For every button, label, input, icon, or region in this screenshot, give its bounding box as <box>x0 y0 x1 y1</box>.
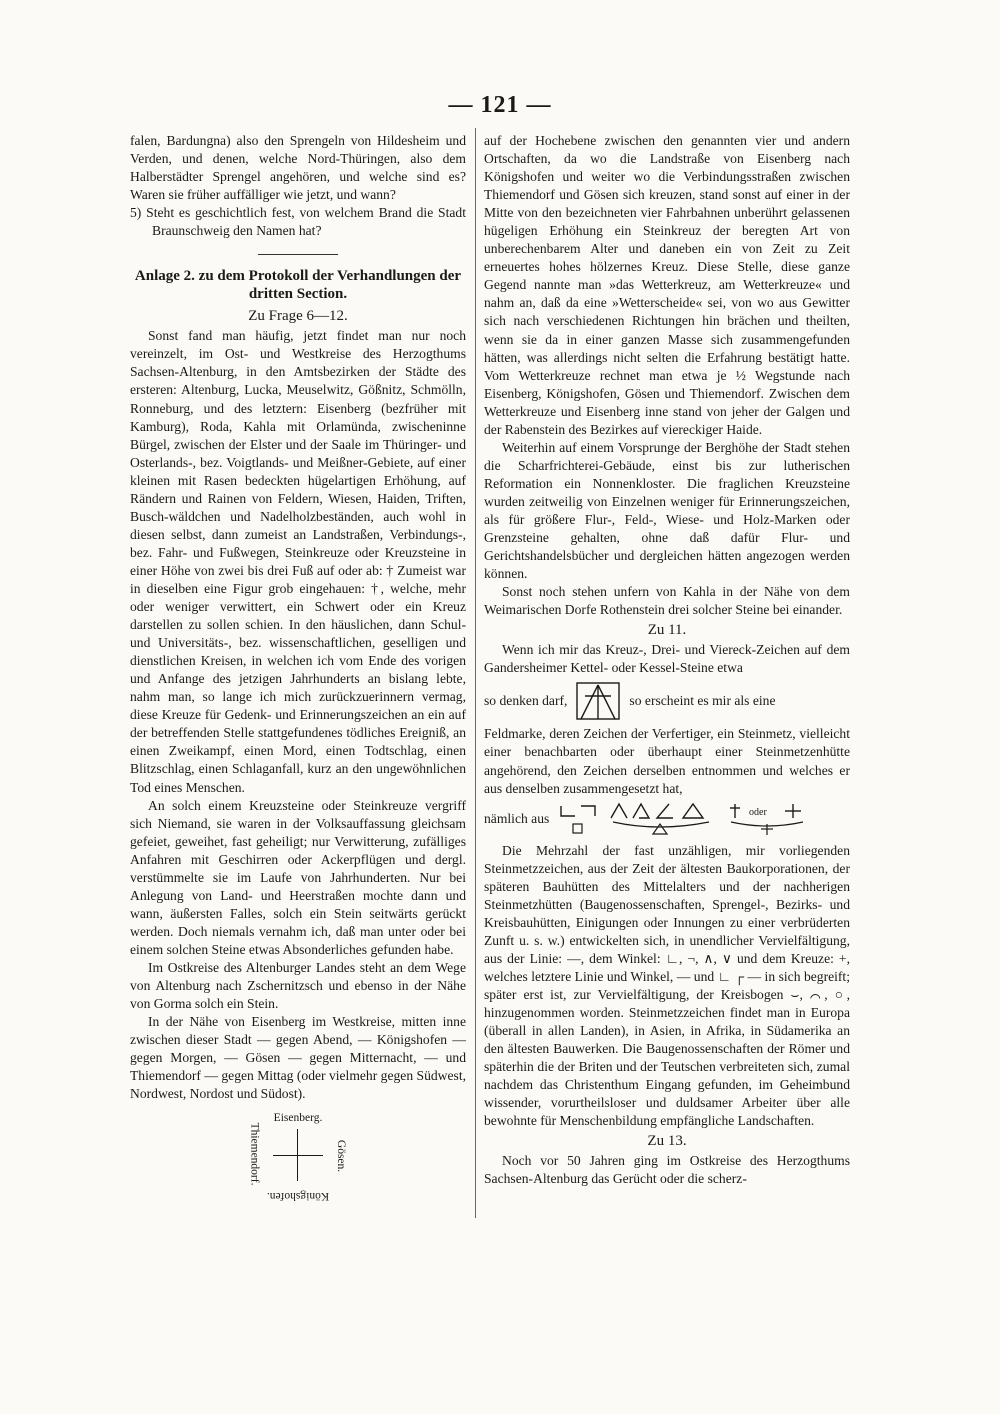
section-heading: Anlage 2. zu dem Protokoll der Verhandlungen der dritten Section. <box>134 268 462 303</box>
stone-mark-row <box>484 681 850 721</box>
subheading-zu-13: Zu 13. <box>647 1133 687 1150</box>
mason-signs-row <box>484 802 850 836</box>
left-paragraph-3: Sonst fand man häufig, jetzt findet man nur noch vereinzelt, im Ost- und Westkreise des Herzogthums Sachsen-Altenburg, in den Amtsbezirken der Städte des ersteren: Altenburg, Lucka, Meuselwitz, Gößnitz, Schmölln, Ronneburg, und des letztern: Eisenberg (bezfrüher mit Kamburg), Roda, Kahla mit Orlamünda, zwischeninne Bürgel, zwischen der Elster und der Saale im Thüringer- und Osterlands-, bez. Voigtlands- und Meißner-Gebiete, auf einer kleinen mit Rasen bedeckten hügelartigen Erhöhung, auf Rändern und Rainen von Feldern, Wiesen, Haiden, Triften, Busch-wäldchen und Nadelholzbeständen, auch wohl in diesen selbst, dann zumeist an Landstraßen, Verbindungs-, bez. Fahr- und Fußwegen, Steinkreuze oder Kreuzsteine in einer Höhe von zwei bis drei Fuß auf oder ab: † Zumeist war in dieselben eine Figur grob eingehauen: †, welche, mehr oder weniger verwittert, ein Schwert oder ein Kreuz darstellen zu sollen schien. In den häuslichen, dann Schul- und Universitäts-, bez. wissenschaftlichen, geselligen und dienstlichen Kreisen, in welchen ich vom Ende des vorigen und Anfange des jetzigen Jahrhunderts an bislang lebte, nahm man, so lange ich mich zurückzuerinnern vermag, diese Kreuze für Gedenk- und Erinnerungszeichen an ein auf der betreffenden Stelle stattgefundenes tödliches Ereigniß, an einen Zweikampf, einen Mord, einen Todtschlag, einen Blitzschlag, einen Schlaganfall, kurz an den ungewöhnlichen Tod eines Menschen. <box>130 328 466 795</box>
subheading-zu-11: Zu 11. <box>647 622 687 639</box>
right-paragraph-3: Sonst noch stehen unfern von Kahla in der Nähe von dem Weimarischen Dorfe Rothenstein drei solcher Steine bei einander. <box>484 584 850 618</box>
right-paragraph-2: Weiterhin auf einem Vorsprunge der Berghöhe der Stadt stehen die Scharfrichterei-Gebäude, einst bis zur lutherischen Reformation ein Nonnenkloster. Die fraglichen Kreuzsteine wurden zeitweilig von Einzelnen weniger für Erinnerungszeichen, als für größere Flur-, Feld-, Wiese- und Holz-Marken oder Grenzsteine gehalten, ohne daß dafür Flur- und Gerichtshandelsbücher und dergleichen hätten angezogen werden können. <box>484 439 850 582</box>
mark-outro-text: so erscheint es mir als eine <box>629 693 776 709</box>
right-paragraph-1: auf der Hochebene zwischen den genannten vier und andern Ortschaften, da wo die Landstraße von Eisenberg nach Königshofen und weiter wo die Verbindungsstraßen zwischen Thiemendorf und Gösen sich kreuzen, stand sonst auf einer in der Mitte von den bezeichneten vier Fahrbahnen unberührt gelassenen hügeligen Erhöhung ein Steinkreuz der beregten Art von unberechenbarem Alter und daneben ein von Zeit zu Zeit erneuertes hohes hölzernes Kreuz. Diese Stelle, diese ganze Gegend nannte man »das Wetterkreuz, am Wetterkreuze« und nahm an, daß da eine »Wetterscheide« sei, von wo aus Gewitter sich nach verschiedenen Richtungen hin brächen und theilten, wenn sie da in einer ganzen Masse sich zusammengefunden hätten, was allerdings nicht selten die Erfahrung bestätigt hatte. Vom Wetterkreuze rechnet man etwa je ½ Wegstunde nach Eisenberg, Königshofen, Gösen und Thiemendorf. Zwischen dem Wetterkreuze und Eisenberg inne stand von jeher der Galgen und der Rabenstein des Bezirkes auf viereckiger Haide. <box>484 133 850 437</box>
section-subheading: Zu Frage 6—12. <box>248 308 348 325</box>
right-paragraph-5: Feldmarke, deren Zeichen der Verfertiger, ein Steinmetz, vielleicht einer benachbarten oder überhaupt einer Steinmetzenhütte angehörend, den Zeichen derselben entnommen und welches er aus denselben zusammengesetzt hat, <box>484 726 850 796</box>
left-paragraph-5: Im Ostkreise des Altenburger Landes steht an dem Wege von Altenburg nach Zschernitzsch und ebenso in der Nähe von Gorma solch ein Stein. <box>130 959 466 1012</box>
left-paragraph-6: In der Nähe von Eisenberg im Westkreise, mitten inne zwischen dieser Stadt — gegen Abend, — Königshofen — gegen Morgen, — Gösen — gegen Mitternacht, — und Thiemendorf — gegen Mittag (oder vielmehr gegen Südwest, Nordwest, Nordost und Südost). <box>130 1014 466 1102</box>
cross-signs-icon <box>727 802 807 836</box>
left-question-5: 5) Steht es geschichtlich fest, von welchem Brand die Stadt Braunschweig den Namen hat? <box>130 205 466 239</box>
right-paragraph-4: Wenn ich mir das Kreuz-, Drei- und Viereck-Zeichen auf dem Gandersheimer Kettel- oder Kessel-Steine etwa <box>484 642 850 676</box>
angle-signs-icon <box>559 802 599 836</box>
page-number: — 121 — <box>448 92 552 118</box>
oder-label: oder <box>749 806 768 818</box>
left-paragraph-1: falen, Bardungna) also den Sprengeln von Hildesheim und Verden, und denen, welche Nord-Thüringen, also dem Halberstädter Sprengel angehören, und welche sind es? Waren sie früher auffälliger wie jetzt, und wann? <box>130 133 466 203</box>
figure-label-east: Gösen. <box>335 1140 348 1173</box>
triangle-signs-icon <box>609 802 717 836</box>
section-separator <box>258 254 338 255</box>
figure-label-south: Königshofen. <box>266 1190 330 1203</box>
left-column <box>130 132 466 1207</box>
cross-horizontal-line <box>273 1155 323 1156</box>
figure-label-north: Eisenberg. <box>273 1112 323 1125</box>
left-paragraph-4: An solch einem Kreuzsteine oder Steinkreuze vergriff sich Niemand, sie waren in der Volksauffassung gleichsam gefeiet, geweihet, fast geheiligt; nur Verwitterung, zufälliges Anfahren mit Geschirren oder Ackerpflügen und dergl. verstümmelte sie im Laufe von Jahrhunderten. Nur bei Anlegung von Land- und Heerstraßen mochte dann und wann, äußersten Falles, solch ein Stein seitwärts gerückt werden. Doch niemals vernahm ich, daß man unter oder bei einem solchen Steine etwas Absonderliches gefunden habe. <box>130 797 466 957</box>
right-paragraph-6: Die Mehrzahl der fast unzähligen, mir vorliegenden Steinmetzzeichen, aus der Zeit der ältesten Baukorporationen, der späteren Bauhütten des Mittelalters und der nachherigen Steinmetzhütten (Baugenossenschaften, Sprengel-, Bezirks- und Kreisbauhütten, Einigungen oder Innungen zu einer verbrüderten Zunft u. s. w.) entwickelten sich, in unendlicher Vervielfältigung, aus der Linie: —, dem Winkel: ∟, ¬, ∧, ∨ und dem Kreuze: +, welches letztere Linie und Winkel, — und ∟ ┌ — in sich begreift; später erst ist, zur Vervielfältigung, der Kreisbogen ⌣, ⌒, ○, hinzugenommen worden. Steinmetzzeichen findet man in Europa (überall in allen Landen), in Asien, in Afrika, in Südamerika an den ältesten Bauwerken. Die Baugenossenschaften der Römer und späterhin die der Briten und der Teutschen verbreiteten sich, zumal nachdem das Christenthum Eingang gefunden, im Geheimbund wissender, vorurtheilsloser und duldsamer Arbeiter über alle bewohnte für Menschenbildung empfängliche Landschaften. <box>484 842 850 1129</box>
stonemason-mark-icon <box>575 681 621 721</box>
mark-intro-text: so denken darf, <box>484 693 568 709</box>
right-column <box>484 132 850 1188</box>
column-divider <box>475 128 476 1218</box>
crossroads-figure <box>233 1109 363 1207</box>
signs-intro-text: nämlich aus <box>484 810 550 826</box>
figure-label-west: Thiemendorf. <box>248 1122 261 1186</box>
right-paragraph-7: Noch vor 50 Jahren ging im Ostkreise des Herzogthums Sachsen-Altenburg das Gerücht oder die scherz- <box>484 1153 850 1187</box>
